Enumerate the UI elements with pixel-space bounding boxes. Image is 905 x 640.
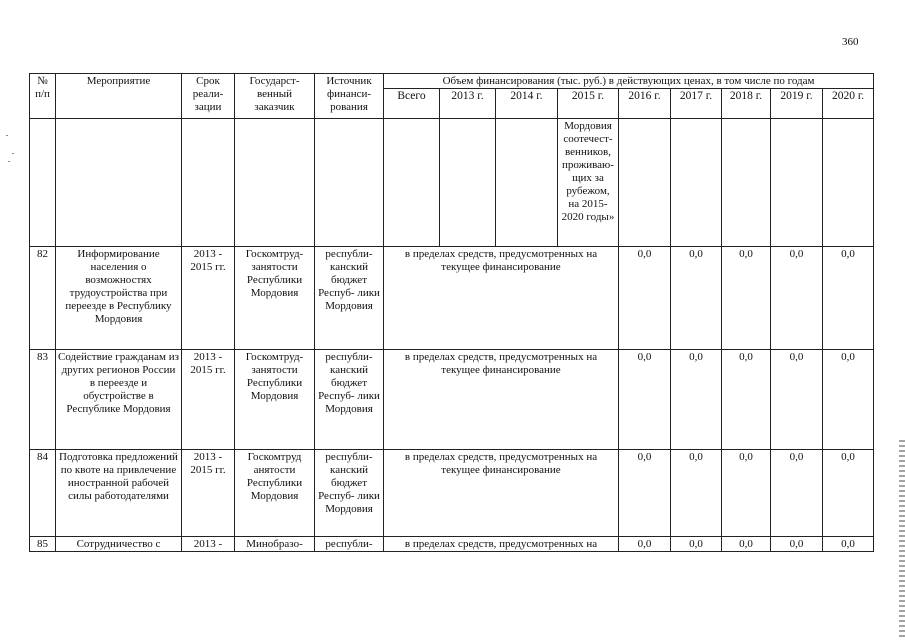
cell-empty bbox=[440, 119, 496, 247]
header-num: № п/п bbox=[30, 74, 56, 119]
row-term: 2013 - 2015 гг. bbox=[182, 450, 235, 537]
cell-empty bbox=[722, 119, 771, 247]
header-measure: Мероприятие bbox=[56, 74, 182, 119]
header-year-2017: 2017 г. bbox=[671, 89, 722, 119]
row-value-2016: 0,0 bbox=[619, 247, 671, 350]
cell-empty bbox=[315, 119, 384, 247]
row-value-2017: 0,0 bbox=[671, 537, 722, 552]
row-value-2020: 0,0 bbox=[823, 537, 874, 552]
header-customer: Государст- венный заказчик bbox=[235, 74, 315, 119]
header-year-2020: 2020 г. bbox=[823, 89, 874, 119]
cell-empty bbox=[56, 119, 182, 247]
table-row-continuation bbox=[30, 119, 874, 247]
row-source: республи- bbox=[315, 537, 384, 552]
row-num: 85 bbox=[30, 537, 56, 552]
cell-empty bbox=[771, 119, 823, 247]
row-customer: Минобразо- bbox=[235, 537, 315, 552]
row-value-2016: 0,0 bbox=[619, 350, 671, 450]
row-num: 83 bbox=[30, 350, 56, 450]
row-value-2020: 0,0 bbox=[823, 450, 874, 537]
row-funding-note: в пределах средств, предусмотренных на текущее финансирование bbox=[384, 450, 619, 537]
row-value-2017: 0,0 bbox=[671, 247, 722, 350]
row-customer: Госкомтруд- занятости Республики Мордовия bbox=[235, 247, 315, 350]
row-measure: Сотрудничество с bbox=[56, 537, 182, 552]
row-value-2019: 0,0 bbox=[771, 350, 823, 450]
header-year-2015: 2015 г. bbox=[558, 89, 619, 119]
table-row bbox=[30, 247, 874, 350]
cell-empty bbox=[823, 119, 874, 247]
header-funding: Объем финансирования (тыс. руб.) в действующих ценах, в том числе по годам bbox=[384, 74, 874, 89]
header-year-2016: 2016 г. bbox=[619, 89, 671, 119]
continuation-text-2015: Мордовия соотечест- венников, проживаю- щих за рубежом, на 2015- 2020 годы» bbox=[558, 119, 619, 247]
row-measure: Информирование населения о возможностях трудоустройства при переезде в Республику Мордовия bbox=[56, 247, 182, 350]
row-funding-note: в пределах средств, предусмотренных на текущее финансирование bbox=[384, 247, 619, 350]
row-customer: Госкомтруд анятости Республики Мордовия bbox=[235, 450, 315, 537]
header-year-2018: 2018 г. bbox=[722, 89, 771, 119]
row-measure: Подготовка предложений по квоте на привлечение иностранной рабочей силы работодателями bbox=[56, 450, 182, 537]
row-source: республи- канский бюджет Респуб- лики Мордовия bbox=[315, 247, 384, 350]
table-row bbox=[30, 537, 874, 552]
row-value-2019: 0,0 bbox=[771, 247, 823, 350]
row-value-2019: 0,0 bbox=[771, 537, 823, 552]
cell-empty bbox=[384, 119, 440, 247]
header-term: Срок реали- зации bbox=[182, 74, 235, 119]
page-number: 360 bbox=[842, 36, 859, 48]
row-customer: Госкомтруд- занятости Республики Мордовия bbox=[235, 350, 315, 450]
header-source: Источник финанси- рования bbox=[315, 74, 384, 119]
header-year-2014: 2014 г. bbox=[496, 89, 558, 119]
row-funding-note: в пределах средств, предусмотренных на текущее финансирование bbox=[384, 350, 619, 450]
row-value-2017: 0,0 bbox=[671, 350, 722, 450]
table-row bbox=[30, 450, 874, 537]
row-num: 82 bbox=[30, 247, 56, 350]
row-num: 84 bbox=[30, 450, 56, 537]
row-value-2019: 0,0 bbox=[771, 450, 823, 537]
row-source: республи- канский бюджет Респуб- лики Мордовия bbox=[315, 350, 384, 450]
funding-table bbox=[29, 73, 874, 552]
row-value-2020: 0,0 bbox=[823, 350, 874, 450]
row-value-2017: 0,0 bbox=[671, 450, 722, 537]
header-year-2013: 2013 г. bbox=[440, 89, 496, 119]
row-measure: Содействие гражданам из других регионов России в переезде и обустройстве в Республике Мордовия bbox=[56, 350, 182, 450]
cell-empty bbox=[496, 119, 558, 247]
row-value-2018: 0,0 bbox=[722, 247, 771, 350]
row-value-2020: 0,0 bbox=[823, 247, 874, 350]
row-value-2018: 0,0 bbox=[722, 350, 771, 450]
row-value-2018: 0,0 bbox=[722, 450, 771, 537]
cell-empty bbox=[671, 119, 722, 247]
cell-empty bbox=[235, 119, 315, 247]
scan-edge-artifact bbox=[899, 440, 905, 640]
row-value-2016: 0,0 bbox=[619, 537, 671, 552]
cell-empty bbox=[30, 119, 56, 247]
row-funding-note: в пределах средств, предусмотренных на bbox=[384, 537, 619, 552]
scan-margin-marks bbox=[2, 135, 22, 175]
header-year-2019: 2019 г. bbox=[771, 89, 823, 119]
row-source: республи- канский бюджет Респуб- лики Мордовия bbox=[315, 450, 384, 537]
row-term: 2013 - bbox=[182, 537, 235, 552]
row-term: 2013 - 2015 гг. bbox=[182, 247, 235, 350]
row-term: 2013 - 2015 гг. bbox=[182, 350, 235, 450]
header-year-total: Всего bbox=[384, 89, 440, 119]
cell-empty bbox=[182, 119, 235, 247]
table-row bbox=[30, 350, 874, 450]
row-value-2018: 0,0 bbox=[722, 537, 771, 552]
row-value-2016: 0,0 bbox=[619, 450, 671, 537]
cell-empty bbox=[619, 119, 671, 247]
header-row bbox=[30, 74, 874, 89]
